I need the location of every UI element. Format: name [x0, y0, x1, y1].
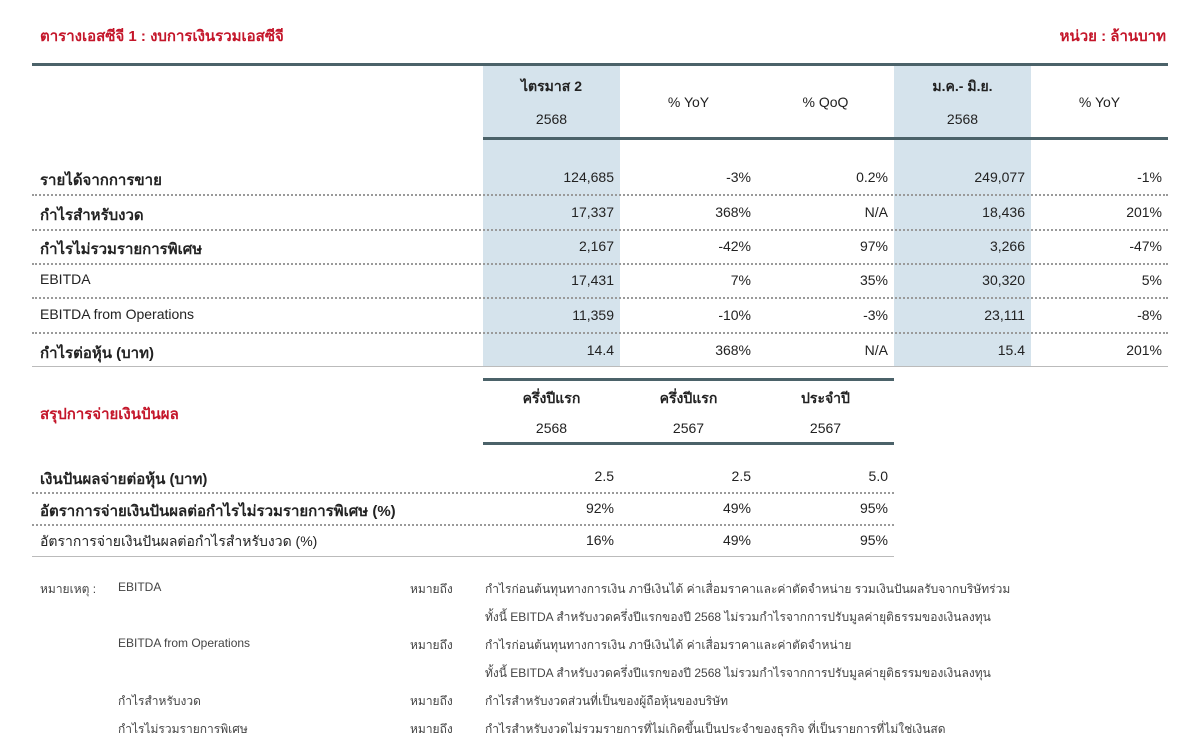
cell-value: 15.4 [997, 342, 1025, 358]
cell-value: 368% [715, 342, 751, 358]
cell-value: 92% [585, 500, 614, 516]
notes-prefix: หมายเหตุ : [40, 582, 97, 596]
cell-value: 2,167 [578, 238, 614, 254]
dividend-header-rule [483, 442, 894, 445]
note-definition: กำไรสำหรับงวดส่วนที่เป็นของผู้ถือหุ้นของบริษัท [485, 694, 729, 708]
row-divider [32, 263, 1168, 265]
note-means: หมายถึง [410, 694, 453, 708]
column-header: ม.ค.- มิ.ย. [932, 78, 993, 94]
cell-value: 49% [722, 532, 751, 548]
cell-value: 97% [859, 238, 888, 254]
header-bottom-rule [483, 137, 1168, 140]
note-term: กำไรไม่รวมรายการพิเศษ [118, 722, 248, 736]
cell-value: 23,111 [984, 307, 1025, 323]
dividend-top-rule [483, 378, 894, 381]
cell-value: 249,077 [974, 169, 1025, 185]
note-term: EBITDA [118, 580, 162, 594]
cell-value: 201% [1126, 204, 1162, 220]
cell-value: -1% [1137, 169, 1162, 185]
row-divider [32, 524, 894, 526]
note-definition: ทั้งนี้ EBITDA สำหรับงวดครึ่งปีแรกของปี 2568 ไม่รวมกำไรจากการปรับมูลค่ายุติธรรมของเงินลงทุน [485, 610, 991, 624]
cell-value: 124,685 [563, 169, 614, 185]
row-label: EBITDA [40, 271, 91, 287]
row-divider [32, 297, 1168, 299]
row-divider [32, 229, 1168, 231]
column-header-year: 2567 [672, 420, 705, 436]
cell-value: 5.0 [868, 468, 888, 484]
row-label: เงินปันผลจ่ายต่อหุ้น (บาท) [40, 471, 208, 488]
column-header: ไตรมาส 2 [521, 78, 582, 94]
unit-label: หน่วย : ล้านบาท [1059, 28, 1166, 45]
table-bottom-rule [32, 366, 1168, 367]
column-header-year: 2567 [809, 420, 842, 436]
note-definition: ทั้งนี้ EBITDA สำหรับงวดครึ่งปีแรกของปี 2568 ไม่รวมกำไรจากการปรับมูลค่ายุติธรรมของเงินลงทุน [485, 666, 991, 680]
note-means: หมายถึง [410, 582, 453, 596]
column-header: ครึ่งปีแรก [522, 390, 581, 406]
note-means: หมายถึง [410, 638, 453, 652]
cell-value: 11,359 [572, 307, 614, 323]
cell-value: -3% [863, 307, 888, 323]
note-definition: กำไรก่อนต้นทุนทางการเงิน ภาษีเงินได้ ค่าเสื่อมราคาและค่าตัดจำหน่าย [485, 638, 852, 652]
cell-value: -8% [1137, 307, 1162, 323]
column-header: % QoQ [802, 94, 849, 110]
row-label: รายได้จากการขาย [40, 172, 162, 189]
cell-value: N/A [864, 204, 888, 220]
cell-value: -42% [718, 238, 751, 254]
note-definition: กำไรสำหรับงวดไม่รวมรายการที่ไม่เกิดขึ้นเป็นประจำของธุรกิจ ที่เป็นรายการที่ไม่ใช่เงินสด [485, 722, 946, 736]
column-header-year: 2568 [535, 420, 568, 436]
row-label: กำไรไม่รวมรายการพิเศษ [40, 241, 203, 258]
cell-value: 14.4 [586, 342, 614, 358]
row-label: EBITDA from Operations [40, 306, 195, 322]
row-label: อัตราการจ่ายเงินปันผลต่อกำไรไม่รวมรายการพิเศษ (%) [40, 503, 396, 520]
cell-value: -3% [726, 169, 751, 185]
cell-value: 17,431 [571, 272, 614, 288]
note-means: หมายถึง [410, 722, 453, 736]
cell-value: 3,266 [989, 238, 1025, 254]
note-definition: กำไรก่อนต้นทุนทางการเงิน ภาษีเงินได้ ค่าเสื่อมราคาและค่าตัดจำหน่าย รวมเงินปันผลรับจากบริษัทร่วม [485, 582, 1011, 596]
row-label: กำไรสำหรับงวด [40, 207, 144, 224]
cell-value: 49% [722, 500, 751, 516]
note-term: กำไรสำหรับงวด [118, 694, 201, 708]
column-header-year: 2568 [535, 111, 568, 127]
cell-value: 35% [859, 272, 888, 288]
row-label: กำไรต่อหุ้น (บาท) [40, 345, 154, 362]
cell-value: 18,436 [982, 204, 1025, 220]
cell-value: 30,320 [982, 272, 1025, 288]
column-header: ประจำปี [801, 390, 850, 406]
table-title: ตารางเอสซีจี 1 : งบการเงินรวมเอสซีจี [40, 28, 284, 45]
row-divider [32, 556, 894, 557]
row-divider [32, 194, 1168, 196]
column-header: % YoY [1078, 94, 1121, 110]
row-label: อัตราการจ่ายเงินปันผลต่อกำไรสำหรับงวด (%) [40, 533, 318, 549]
cell-value: 16% [585, 532, 614, 548]
cell-value: 0.2% [856, 169, 888, 185]
column-header: % YoY [667, 94, 710, 110]
cell-value: 201% [1126, 342, 1162, 358]
table-top-rule [32, 63, 1168, 66]
row-divider [32, 492, 894, 494]
cell-value: 95% [859, 500, 888, 516]
row-divider [32, 332, 1168, 334]
cell-value: 2.5 [594, 468, 614, 484]
cell-value: 95% [859, 532, 888, 548]
cell-value: 2.5 [731, 468, 751, 484]
note-term: EBITDA from Operations [118, 636, 251, 650]
column-header: ครึ่งปีแรก [659, 390, 718, 406]
cell-value: -10% [718, 307, 751, 323]
cell-value: N/A [864, 342, 888, 358]
cell-value: 368% [715, 204, 751, 220]
dividend-title: สรุปการจ่ายเงินปันผล [40, 406, 179, 423]
cell-value: 17,337 [571, 204, 614, 220]
cell-value: -47% [1129, 238, 1162, 254]
column-header-year: 2568 [946, 111, 979, 127]
cell-value: 5% [1141, 272, 1162, 288]
cell-value: 7% [730, 272, 751, 288]
